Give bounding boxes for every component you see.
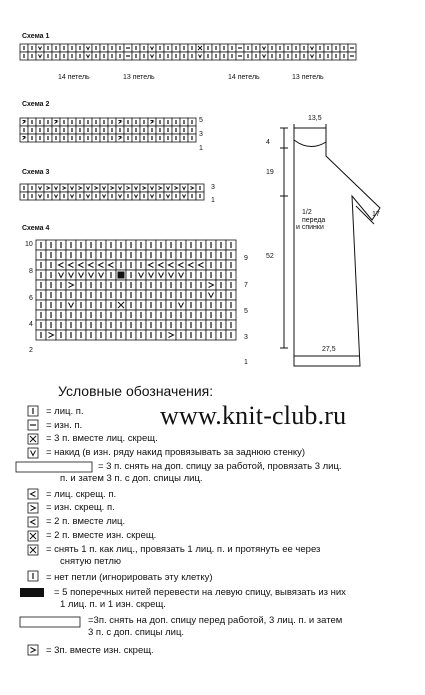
dim-4: 4 [266,139,270,146]
scheme-4-row-8: 8 [29,268,33,275]
grid-cell [60,184,68,192]
grid-cell [92,184,100,192]
grid-cell [164,184,172,192]
legend-item-2: = изн. п. [46,420,83,431]
grid-cell [132,184,140,192]
pattern-label-2: переда [302,217,326,224]
scheme-2-row-1: 1 [199,145,203,152]
grid-cell [84,192,92,200]
grid-cell [44,184,52,192]
scheme-3-grid [20,182,210,212]
grid-cell [156,184,164,192]
grid-cell [260,44,268,52]
grid-cell [36,192,44,200]
grid-cell [164,192,172,200]
grid-cell [196,52,204,60]
grid-cell [180,184,188,192]
scheme-3-row-3: 3 [211,184,215,191]
grid-cell [100,184,108,192]
legend-item-7: = изн. скрещ. п. [46,502,115,513]
legend-item-10: = снять 1 п. как лиц., провязать 1 лиц. п. и протянуть ее через [46,544,321,555]
legend-item-1: = лиц. п. [46,406,84,417]
grid-cell [108,184,116,192]
scheme-4-row-5: 5 [244,308,248,315]
site-watermark: www.knit-club.ru [160,401,347,430]
scheme-4-row-7: 7 [244,282,248,289]
grid-cell [132,192,140,200]
grid-cell [148,184,156,192]
grid-cell [308,44,316,52]
scheme-1-label-3: 14 петель [228,74,260,81]
grid-cell [52,184,60,192]
grid-cell [76,184,84,192]
scheme-1-title: Схема 1 [22,33,50,40]
cable-legend-mark [16,462,92,472]
grid-cell [148,192,156,200]
legend-item-14: = 3п. вместе изн. скрещ. [46,645,154,656]
scheme-4-row-1: 1 [244,359,248,366]
filled-mark [118,272,125,279]
scheme-2-row-3: 3 [199,131,203,138]
legend-item-9: = 2 п. вместе изн. скрещ. [46,530,157,541]
grid-cell [140,184,148,192]
scheme-4-row-10: 10 [25,241,33,248]
garment-pattern [270,108,410,348]
grid-cell [68,184,76,192]
pattern-label-1: 1/2 [302,209,312,216]
dim-52: 52 [266,253,274,260]
filled-legend-mark [20,588,44,597]
legend-item-13: =3п. снять на доп. спицу перед работой, 3 лиц. п. и затем [88,615,343,626]
grid-cell [124,184,132,192]
scheme-4-row-3: 3 [244,334,248,341]
legend-item-12: = 5 поперечных нитей перевести на левую спицу, вывязать из них [54,587,346,598]
grid-cell [36,52,44,60]
grid-cell [148,44,156,52]
scheme-1-label-4: 13 петель [292,74,324,81]
grid-cell [180,192,188,200]
grid-cell [188,184,196,192]
grid-cell [84,184,92,192]
legend-item-6: = лиц. скрещ. п. [46,489,117,500]
scheme-4-row-4: 4 [29,321,33,328]
legend-title: Условные обозначения: [58,383,214,399]
scheme-2-title: Схема 2 [22,101,50,108]
grid-cell [308,52,316,60]
legend-item-5b: п. и затем 3 п. с доп. спицы лиц. [60,473,203,484]
scheme-2-grid [20,114,200,154]
legend-item-5: = 3 п. снять на доп. спицу за работой, провязать 3 лиц. [98,461,342,472]
grid-cell [52,192,60,200]
scheme-3-title: Схема 3 [22,169,50,176]
grid-cell [116,184,124,192]
scheme-1-label-2: 13 петель [123,74,155,81]
grid-cell [36,44,44,52]
pattern-label-3: и спинки [296,224,324,231]
dim-17: 17 [372,211,380,218]
scheme-4-row-9: 9 [244,255,248,262]
dim-27-5: 27,5 [322,346,336,353]
legend-item-8: = 2 п. вместе лиц. [46,516,126,527]
grid-cell [172,184,180,192]
legend-item-4: = накид (в изн. ряду накид провязывать за заднюю стенку) [46,447,306,458]
cable-legend-mark-2 [20,617,80,627]
grid-cell [68,192,76,200]
grid-cell [84,52,92,60]
scheme-4-row-6: 6 [29,295,33,302]
grid-cell [36,184,44,192]
legend-item-3: = 3 п. вместе лиц. скрещ. [46,433,158,444]
scheme-2-row-5: 5 [199,117,203,124]
grid-cell [260,52,268,60]
scheme-4-title: Схема 4 [22,225,50,232]
dim-19: 19 [266,169,274,176]
grid-cell [148,52,156,60]
legend-item-12b: 1 лиц. п. и 1 изн. скрещ. [60,599,166,610]
grid-cell [84,44,92,52]
grid-cell [100,192,108,200]
scheme-4-grid [36,240,246,370]
legend-item-13b: 3 п. с доп. спицы лиц. [88,627,185,638]
grid-cell [116,192,124,200]
legend-item-11: = нет петли (игнорировать эту клетку) [46,572,213,583]
scheme-1-label-1: 14 петель [58,74,90,81]
scheme-3-row-1: 1 [211,197,215,204]
scheme-4-row-2: 2 [29,347,33,354]
dim-13-5: 13,5 [308,115,322,122]
legend-item-10b: снятую петлю [60,556,122,567]
